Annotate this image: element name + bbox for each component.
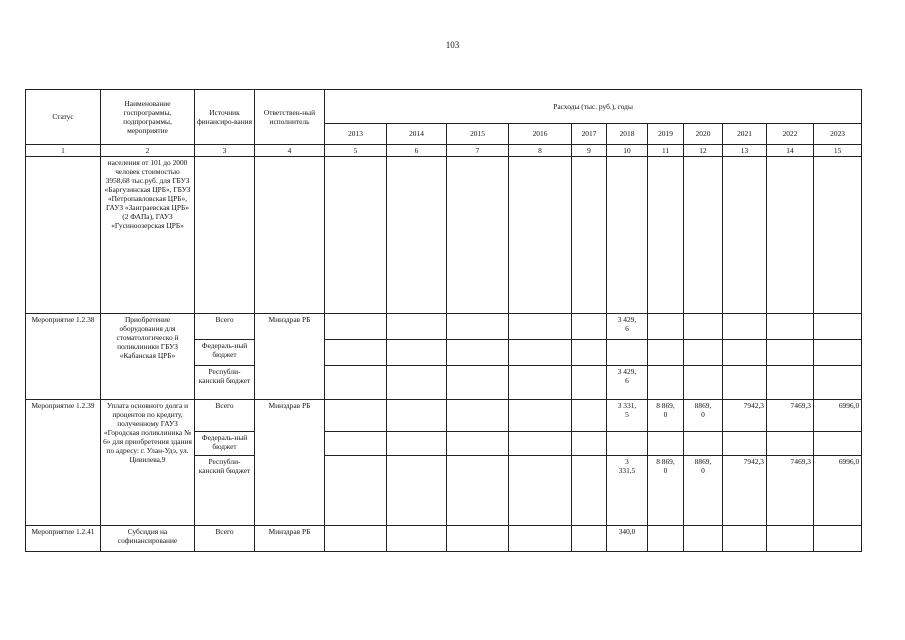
value-cell <box>767 340 814 366</box>
value-cell <box>387 314 447 340</box>
value-cell <box>814 526 862 552</box>
header-status: Статус <box>26 90 101 145</box>
value-cell <box>767 366 814 400</box>
value-cell <box>387 432 447 456</box>
value-cell <box>648 526 684 552</box>
value-cell: 6996,0 <box>814 400 862 432</box>
value-cell <box>387 526 447 552</box>
value-cell <box>447 456 509 526</box>
value-cell <box>325 366 387 400</box>
value-cell: 340,0 <box>607 526 648 552</box>
column-number: 3 <box>195 145 255 157</box>
column-number: 13 <box>723 145 767 157</box>
funding-source: Всего <box>195 400 255 432</box>
column-number: 4 <box>255 145 325 157</box>
value-cell <box>572 432 607 456</box>
value-cell <box>723 432 767 456</box>
event-name: Уплата основного долга и процентов по кредиту, полученному ГАУЗ «Городская поликлиника № 6» для приобретения здания по адресу: г. Улан-Удэ, ул. Цивилева,9 <box>101 400 195 526</box>
value-cell <box>767 526 814 552</box>
value-cell <box>325 400 387 432</box>
value-cell <box>447 314 509 340</box>
event-status: Мероприятие 1.2.41 <box>26 526 101 552</box>
value-cell <box>509 314 572 340</box>
value-cell <box>607 432 648 456</box>
table-row <box>26 526 862 552</box>
funding-source: Федераль-ный бюджет <box>195 340 255 366</box>
column-number: 15 <box>814 145 862 157</box>
value-cell <box>509 526 572 552</box>
value-cell <box>325 432 387 456</box>
column-number: 9 <box>572 145 607 157</box>
value-cell <box>814 340 862 366</box>
header-year: 2016 <box>509 124 572 145</box>
value-cell <box>387 456 447 526</box>
event-name: Субсидия на софинансирование <box>101 526 195 552</box>
event-name: населения от 101 до 2000 человек стоимостью 3958,68 тыс.руб. для ГБУЗ «Баргузинская ЦРБ», ГБУЗ «Петропавловская ЦРБ», ГАУЗ «Заиграевская ЦРБ» (2 ФАПа), ГАУЗ «Гусиноозерская ЦРБ» <box>101 157 195 314</box>
value-cell <box>723 340 767 366</box>
value-cell <box>509 456 572 526</box>
value-cell <box>325 314 387 340</box>
value-cell: 8869, 0 <box>684 456 723 526</box>
header-name: Наименование госпрограммы, подпрограммы, мероприятие <box>101 90 195 145</box>
column-number: 1 <box>26 145 101 157</box>
value-cell <box>447 366 509 400</box>
value-cell: 3 429, 6 <box>607 314 648 340</box>
event-status: Мероприятие 1.2.39 <box>26 400 101 526</box>
value-cell: 3 429, 6 <box>607 366 648 400</box>
value-cell: 7942,3 <box>723 400 767 432</box>
value-cell <box>572 366 607 400</box>
header-year: 2023 <box>814 124 862 145</box>
value-cell <box>767 314 814 340</box>
funding-source: Федераль-ный бюджет <box>195 432 255 456</box>
funding-source: Республи-канский бюджет <box>195 456 255 526</box>
value-cell <box>648 432 684 456</box>
event-executor: Минздрав РБ <box>255 314 325 400</box>
header-year: 2020 <box>684 124 723 145</box>
value-cell <box>723 366 767 400</box>
header-year: 2018 <box>607 124 648 145</box>
value-cell <box>387 340 447 366</box>
header-year: 2021 <box>723 124 767 145</box>
event-executor: Минздрав РБ <box>255 400 325 526</box>
value-cell <box>648 314 684 340</box>
value-cell <box>325 526 387 552</box>
value-cell <box>648 366 684 400</box>
value-cell: 3 331,5 <box>607 456 648 526</box>
column-number-row <box>26 145 862 157</box>
event-name: Приобретение оборудования для стоматологическо й поликлиники ГБУЗ «Кабанская ЦРБ» <box>101 314 195 400</box>
value-cell: 8 869, 0 <box>648 456 684 526</box>
value-cell <box>767 432 814 456</box>
value-cell <box>387 366 447 400</box>
value-cell <box>509 432 572 456</box>
column-number: 2 <box>101 145 195 157</box>
header-executor: Ответствен-ный исполнитель <box>255 90 325 145</box>
column-number: 10 <box>607 145 648 157</box>
value-cell: 7942,3 <box>723 456 767 526</box>
value-cell <box>814 314 862 340</box>
column-number: 14 <box>767 145 814 157</box>
funding-source: Всего <box>195 526 255 552</box>
header-source: Источник финансиро-вания <box>195 90 255 145</box>
value-cell <box>684 526 723 552</box>
value-cell <box>684 314 723 340</box>
value-cell: 8869, 0 <box>684 400 723 432</box>
funding-source: Республи-канский бюджет <box>195 366 255 400</box>
header-year: 2017 <box>572 124 607 145</box>
value-cell: 7469,3 <box>767 400 814 432</box>
table-row <box>26 314 862 340</box>
value-cell <box>723 526 767 552</box>
value-cell <box>509 400 572 432</box>
value-cell <box>447 526 509 552</box>
value-cell <box>814 432 862 456</box>
value-cell <box>684 366 723 400</box>
table-body <box>26 145 862 552</box>
value-cell: 7469,3 <box>767 456 814 526</box>
funding-source: Всего <box>195 314 255 340</box>
value-cell <box>509 366 572 400</box>
column-number: 6 <box>387 145 447 157</box>
column-number: 7 <box>447 145 509 157</box>
value-cell <box>723 314 767 340</box>
value-cell <box>387 400 447 432</box>
value-cell <box>325 456 387 526</box>
value-cell <box>607 340 648 366</box>
value-cell: 6996,0 <box>814 456 862 526</box>
value-cell <box>648 340 684 366</box>
header-expenses: Расходы (тыс. руб.), годы <box>325 90 862 124</box>
column-number: 8 <box>509 145 572 157</box>
header-year: 2013 <box>325 124 387 145</box>
value-cell <box>684 340 723 366</box>
event-status: Мероприятие 1.2.38 <box>26 314 101 400</box>
value-cell <box>572 456 607 526</box>
value-cell: 3 331, 5 <box>607 400 648 432</box>
value-cell: 8 869, 0 <box>648 400 684 432</box>
continuation-row <box>26 157 862 314</box>
expenses-table <box>25 89 862 552</box>
value-cell <box>447 400 509 432</box>
header-year: 2014 <box>387 124 447 145</box>
value-cell <box>572 400 607 432</box>
value-cell <box>447 340 509 366</box>
event-executor: Минздрав РБ <box>255 526 325 552</box>
value-cell <box>509 340 572 366</box>
column-number: 5 <box>325 145 387 157</box>
column-number: 11 <box>648 145 684 157</box>
header-year: 2022 <box>767 124 814 145</box>
header-year: 2019 <box>648 124 684 145</box>
value-cell <box>447 432 509 456</box>
value-cell <box>572 340 607 366</box>
value-cell <box>325 340 387 366</box>
value-cell <box>814 366 862 400</box>
column-number: 12 <box>684 145 723 157</box>
header-year: 2015 <box>447 124 509 145</box>
page-number: 103 <box>445 40 460 50</box>
table-row <box>26 400 862 432</box>
value-cell <box>684 432 723 456</box>
value-cell <box>572 526 607 552</box>
value-cell <box>572 314 607 340</box>
